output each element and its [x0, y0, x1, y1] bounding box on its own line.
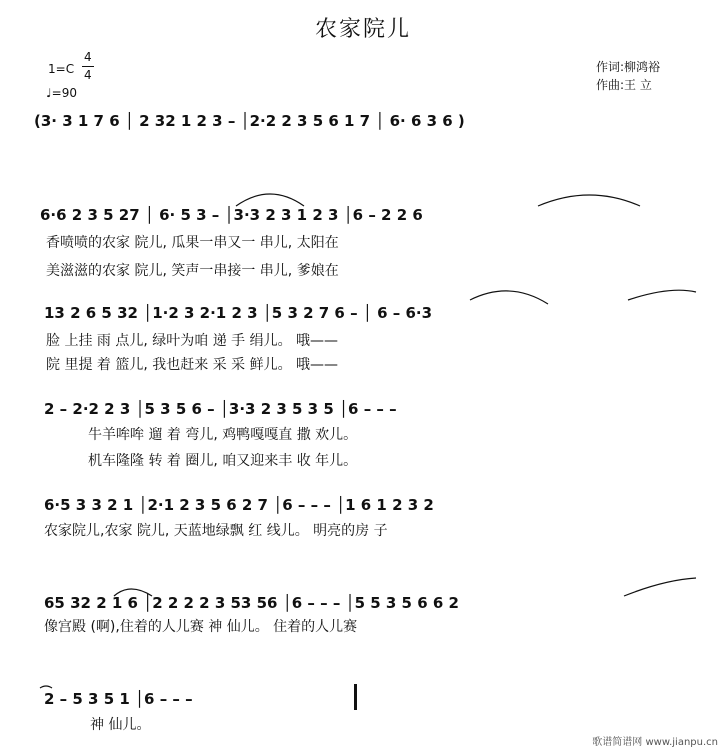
song-title: 农家院儿: [314, 17, 411, 42]
row-notes: 2 – 2·2 2 3 │5 3 5 6 – │3·3 2 3 5 3 5 │6 – – –: [44, 400, 397, 418]
row-notes: 2 – 5 3 5 1 │6 – – –: [44, 690, 193, 708]
tempo-marking: ♩=90: [46, 86, 77, 100]
lyric-line-1: 脸 上挂 雨 点儿, 绿叶为咱 递 手 绢儿。 哦——: [46, 333, 339, 349]
final-barline: [354, 684, 357, 710]
key-signature: 1=C: [48, 62, 75, 76]
time-signature-top: 4: [84, 50, 92, 64]
lyricist-credit: 作词:柳鸿裕: [596, 60, 661, 74]
slur-arc: [538, 195, 640, 206]
row-notes: (3· 3 1 7 6 │ 2 32 1 2 3 – │2·2 2 3 5 6 1 7 │ 6· 6 3 6 ): [34, 112, 465, 130]
time-signature-bottom: 4: [84, 68, 92, 82]
slur-arc: [236, 194, 304, 206]
slur-arc: [470, 291, 548, 304]
lyric-line-1: 像宫殿 (啊),住着的人儿赛 神 仙儿。 住着的人儿赛: [44, 619, 358, 635]
row-notes: 13 2 6 5 32 │1·2 3 2·1 2 3 │5 3 2 7 6 – │ 6 – 6·3: [44, 304, 433, 322]
slur-arc: [628, 290, 696, 300]
site-watermark: 歌谱简谱网 www.jianpu.cn: [592, 737, 718, 748]
lyric-line-1: 牛羊哞哞 遛 着 弯儿, 鸡鸭嘎嘎直 撒 欢儿。: [88, 427, 358, 443]
lyric-line-1: 农家院儿,农家 院儿, 天蓝地绿飘 红 线儿。 明亮的房 子: [44, 523, 388, 539]
lyric-line-2: 院 里提 着 篮儿, 我也赶来 采 采 鲜儿。 哦——: [46, 357, 339, 373]
row-notes: 6·6 2 3 5 27 │ 6· 5 3 – │3·3 2 3 1 2 3 │6 – 2 2 6: [40, 206, 423, 224]
slur-arc: [624, 578, 696, 596]
composer-credit: 作曲:王 立: [596, 78, 652, 92]
lyric-line-1: 神 仙儿。: [90, 717, 151, 733]
row-notes: 6·5 3 3 2 1 │2·1 2 3 5 6 2 7 │6 – – – │1 6 1 2 3 2: [44, 496, 434, 514]
slur-arc: [40, 686, 52, 688]
lyric-line-1: 香喷喷的农家 院儿, 瓜果一串又一 串儿, 太阳在: [46, 235, 339, 251]
lyric-line-2: 机车隆隆 转 着 圈儿, 咱又迎来丰 收 年儿。: [88, 453, 358, 469]
row-notes: 65 32 2 1 6 │2 2 2 2 3 53 56 │6 – – – │5 5 3 5 6 6 2: [44, 594, 459, 612]
time-signature-line: [82, 66, 94, 67]
lyric-line-2: 美滋滋的农家 院儿, 笑声一串接一 串儿, 爹娘在: [46, 263, 339, 279]
